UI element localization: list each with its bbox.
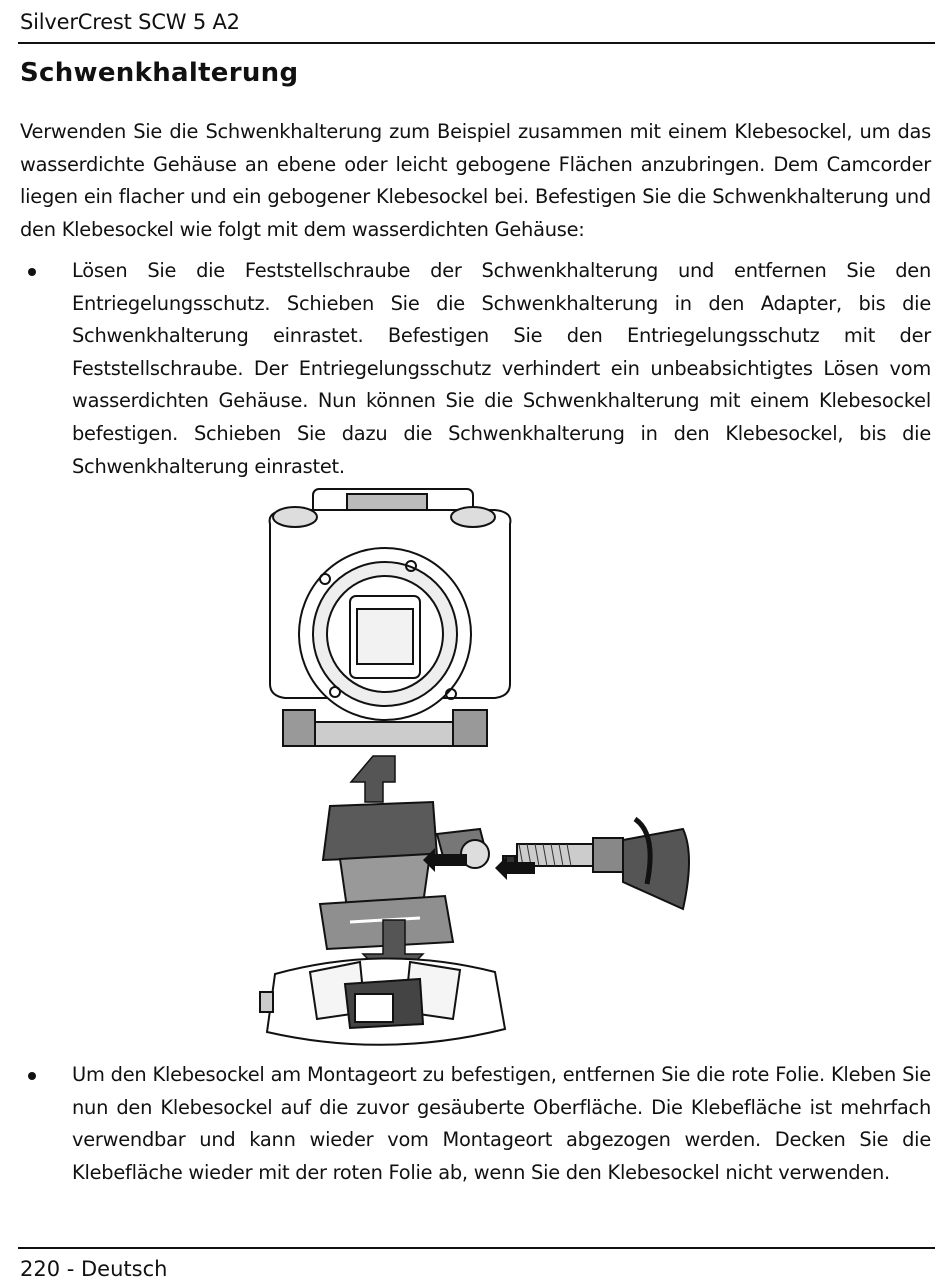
bullet-item: Um den Klebesockel am Montageort zu befestigen, entfernen Sie die rote Folie. Kleben Sie nun den Klebesockel auf die zuvor gesäuberte Oberfläche. Die Klebefläche ist mehrfach verwendbar und kann wieder vom Montageort abgezogen werden. Decken Sie die Klebefläche wieder mit der roten Folie ab, wenn Sie den Klebesockel nicht verwenden. [72, 1063, 931, 1184]
page-number: 220 - Deutsch [20, 1257, 168, 1281]
document-header: SilverCrest SCW 5 A2 [20, 10, 240, 34]
arrow-up [351, 756, 395, 802]
camera-housing [270, 489, 511, 746]
header-rule [18, 42, 935, 44]
mount-illustration [255, 484, 700, 1056]
section-title: Schwenkhalterung [20, 58, 299, 88]
bullet-dot [28, 1072, 36, 1080]
locking-screw [437, 819, 689, 909]
intro-paragraph: Verwenden Sie die Schwenkhalterung zum Beispiel zusammen mit einem Klebesockel, um das wasserdichte Gehäuse an ebene oder leicht gebogene Flächen anzubringen. Dem Camcorder liegen ein flacher und ein gebogener Klebesockel bei. Befestigen Sie die Schwenkhalterung und den Klebesockel wie folgt mit dem wasserdichten Gehäuse: [20, 120, 931, 241]
bullet-dot [28, 268, 36, 276]
adhesive-base [260, 958, 505, 1044]
footer-rule [18, 1247, 935, 1249]
bullet-item: Lösen Sie die Feststellschraube der Schwenkhalterung und entfernen Sie den Entriegelungsschutz. Schieben Sie die Schwenkhalterung in den Adapter, bis die Schwenkhalterung einrastet. Befestigen Sie den Entriegelungsschutz mit der Feststellschraube. Der Entriegelungsschutz verhindert ein unbeabsichtigtes Lösen vom wasserdichten Gehäuse. Nun können Sie die Schwenkhalterung mit einem Klebesockel befestigen. Schieben Sie dazu die Schwenkhalterung in den Klebesockel, bis die Schwenkhalterung einrastet. [72, 259, 931, 478]
